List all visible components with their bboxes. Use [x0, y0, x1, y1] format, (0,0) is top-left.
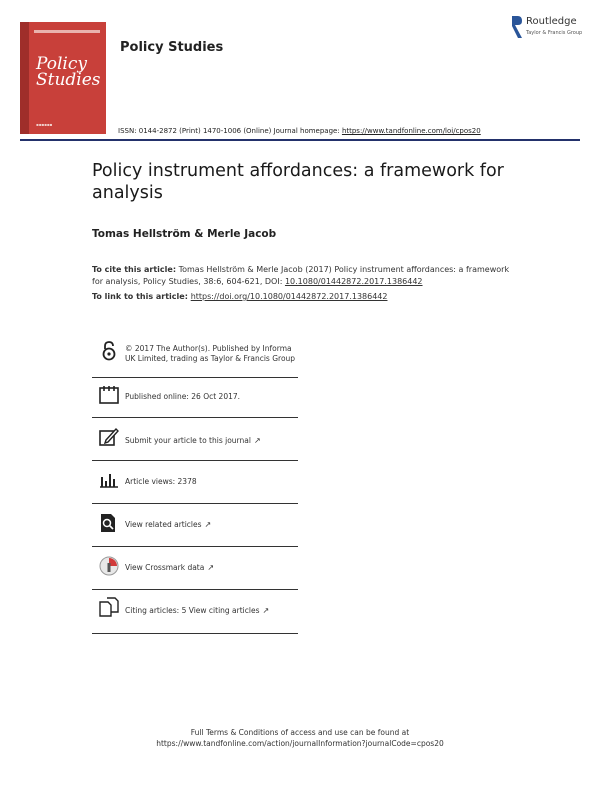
- article-authors: Tomas Hellström & Merle Jacob: [92, 228, 277, 240]
- cover-spine: [20, 22, 29, 134]
- cover-title-line1: Policy: [36, 54, 87, 74]
- citing-articles-row[interactable]: [92, 590, 298, 634]
- submit-article-link[interactable]: [125, 436, 297, 446]
- cover-publisher-mark: ▪▪▪▪▪▪: [36, 122, 53, 127]
- article-doi-url[interactable]: https://doi.org/10.1080/01442872.2017.1386442: [190, 292, 388, 301]
- related-articles-label: View related articles: [125, 520, 202, 529]
- article-link-line: [92, 292, 388, 301]
- cover-title-line2: Studies: [36, 70, 101, 90]
- article-views-text: Article views: 2378: [125, 477, 197, 486]
- publisher-logo-subtext: Taylor & Francis Group: [526, 30, 583, 36]
- article-title: Policy instrument affordances: a framework for analysis: [92, 161, 504, 203]
- external-link-icon: ↗: [207, 563, 215, 572]
- journal-homepage-link[interactable]: https://www.tandfonline.com/loi/cpos20: [341, 127, 481, 135]
- terms-text: Full Terms & Conditions of access and use can be found at: [190, 728, 410, 737]
- citation-label: To cite this article:: [92, 265, 177, 274]
- citation-text: Tomas Hellström & Merle Jacob (2017) Policy instrument affordances: a framework for analysis, Policy Studies, 38:6, 604-621, DOI:: [92, 265, 510, 286]
- journal-cover-image: [20, 22, 106, 134]
- published-date-row: [92, 378, 298, 418]
- published-online-text: Published online: 26 Oct 2017.: [125, 392, 241, 401]
- routledge-logo-icon: [510, 14, 524, 40]
- citing-articles-link[interactable]: [125, 606, 297, 616]
- cover-top-band: [34, 30, 100, 33]
- header-divider: [20, 139, 580, 141]
- issn-text: ISSN: 0144-2872 (Print) 1470-1006 (Online) Journal homepage:: [118, 127, 342, 135]
- edit-icon: [98, 426, 120, 448]
- crossmark-icon: [98, 555, 120, 577]
- open-access-row: [92, 336, 298, 378]
- external-link-icon: ↗: [253, 436, 261, 445]
- citation-doi-link[interactable]: 10.1080/01442872.2017.1386442: [284, 277, 423, 286]
- issn-line: [118, 127, 481, 135]
- terms-url[interactable]: https://www.tandfonline.com/action/journalInformation?journalCode=cpos20: [156, 739, 444, 748]
- crossmark-label: View Crossmark data: [125, 563, 205, 572]
- article-views-row: [92, 461, 298, 504]
- external-link-icon: ↗: [262, 606, 270, 615]
- terms-footer: [0, 727, 600, 749]
- related-articles-link[interactable]: [125, 520, 297, 530]
- article-info-panel: [92, 336, 298, 634]
- citing-articles-icon: [98, 596, 120, 618]
- related-articles-row[interactable]: [92, 504, 298, 547]
- bar-chart-icon: [98, 469, 120, 491]
- journal-name: Policy Studies: [120, 40, 224, 55]
- routledge-logo: [510, 14, 590, 44]
- crossmark-link[interactable]: [125, 563, 297, 573]
- cover-title: [36, 56, 101, 88]
- related-articles-icon: [98, 512, 120, 534]
- citing-articles-label: Citing articles: 5 View citing articles: [125, 606, 260, 615]
- copyright-text: © 2017 The Author(s). Published by Informa UK Limited, trading as Taylor & Francis Group: [125, 344, 296, 363]
- publisher-logo-text: Routledge: [526, 16, 577, 27]
- citation-block: [92, 264, 512, 288]
- calendar-icon: [98, 384, 120, 406]
- open-access-icon: [98, 340, 120, 362]
- submit-article-label: Submit your article to this journal: [125, 436, 251, 445]
- article-link-label: To link to this article:: [92, 292, 191, 301]
- crossmark-row[interactable]: [92, 547, 298, 590]
- submit-article-row[interactable]: [92, 418, 298, 461]
- external-link-icon: ↗: [204, 520, 212, 529]
